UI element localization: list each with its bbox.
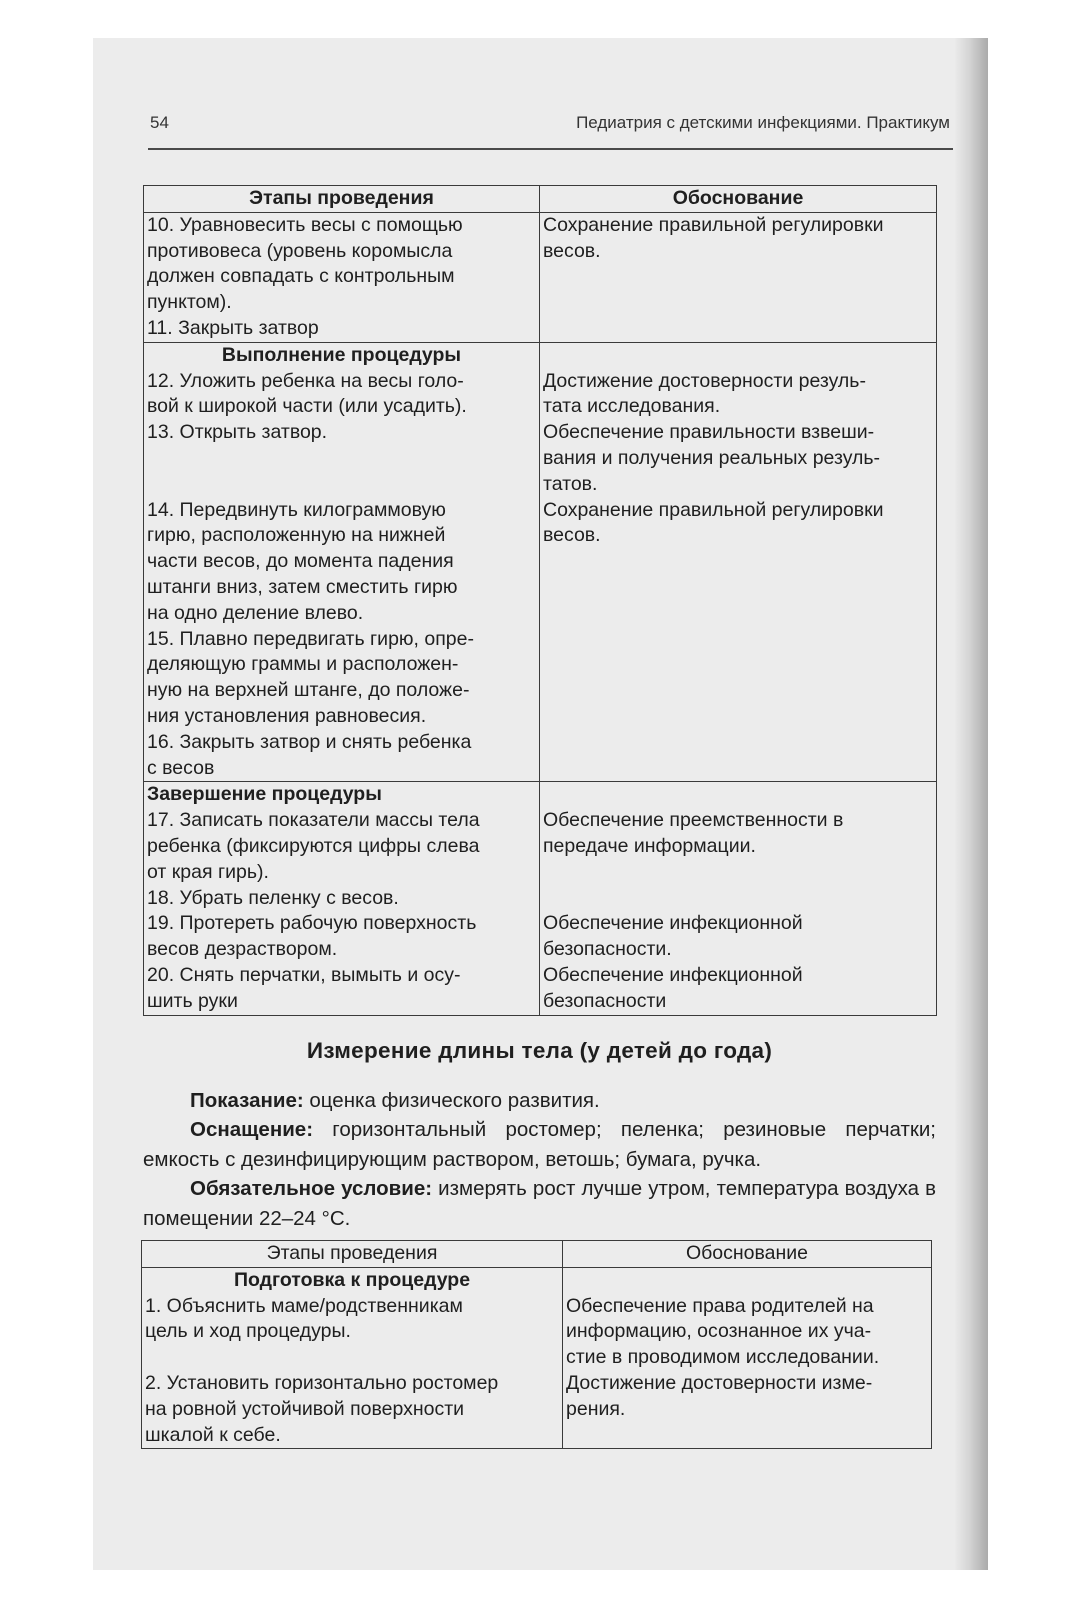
text-line: стие в проводимом исследовании.	[566, 1346, 880, 1369]
equipment-paragraph	[143, 1115, 936, 1174]
column-header-rationale: Обоснование	[563, 1241, 932, 1268]
text-line: информацию, осознанное их уча-	[566, 1320, 872, 1343]
text-line: 12. Уложить ребенка на весы голо-	[147, 369, 464, 392]
equipment-text: горизонтальный ростомер; пеленка; резиновые перчатки; емкость с дезинфицирующим раствором, ветошь; бумага, ручка.	[143, 1118, 936, 1171]
text-line: 13. Открыть затвор.	[147, 421, 328, 444]
text-line: 11. Закрыть затвор	[147, 316, 319, 339]
text-line: 2. Установить горизонтально ростомер	[145, 1371, 499, 1394]
text-line: с весов	[147, 756, 215, 779]
steps-cell	[144, 212, 540, 342]
table-row	[144, 342, 937, 782]
condition-paragraph	[143, 1174, 936, 1233]
section-title-preparation: Подготовка к процедуре	[233, 1268, 471, 1291]
page-edge-shadow	[954, 38, 988, 1570]
table-row	[142, 1267, 932, 1449]
page-number: 54	[150, 113, 169, 132]
text-line: цель и ход процедуры.	[145, 1320, 351, 1343]
steps-cell	[142, 1267, 563, 1449]
text-line: Достижение достоверности изме-	[566, 1371, 873, 1394]
text-line: шкалой к себе.	[145, 1423, 281, 1446]
text-line: 10. Уравновесить весы с помощью	[147, 213, 463, 236]
text-line: Обеспечение преемственности в	[543, 809, 844, 832]
section-heading: Измерение длины тела (у детей до года)	[306, 1038, 773, 1063]
text-line: весов.	[543, 239, 601, 262]
text-line: Сохранение правильной регулировки	[543, 498, 884, 521]
text-line: Обеспечение права родителей на	[566, 1294, 874, 1317]
text-line: татов.	[543, 472, 598, 495]
scanned-page	[93, 38, 988, 1570]
text-line: вой к широкой части (или усадить).	[147, 395, 467, 418]
spacer	[566, 1268, 928, 1294]
text-line: ную на верхней штанге, до положе-	[147, 679, 470, 702]
table-header-row	[144, 186, 937, 213]
text-line: противовеса (уровень коромысла	[147, 239, 453, 262]
text-line: Обеспечение инфекционной	[543, 963, 803, 986]
text-line: 19. Протереть рабочую поверхность	[147, 912, 477, 935]
text-line: 15. Плавно передвигать гирю, опре-	[147, 627, 474, 650]
column-header-rationale: Обоснование	[540, 186, 937, 213]
weighing-steps-table	[143, 185, 937, 1016]
text-line: 17. Записать показатели массы тела	[147, 809, 480, 832]
text-line: гирю, расположенную на нижней	[147, 524, 446, 547]
text-line: Обеспечение инфекционной	[543, 912, 803, 935]
spacer	[147, 472, 536, 498]
text-line: весов дезраствором.	[147, 938, 338, 961]
text-line: Сохранение правильной регулировки	[543, 213, 884, 236]
text-line: должен совпадать с контрольным	[147, 265, 455, 288]
text-line: на ровной устойчивой поверхности	[145, 1397, 465, 1420]
rationale-cell	[540, 342, 937, 782]
section-title-procedure: Выполнение процедуры	[221, 343, 462, 366]
column-header-steps: Этапы проведения	[144, 186, 540, 213]
text-line: рения.	[566, 1397, 626, 1420]
text-line: от края гирь).	[147, 860, 269, 883]
length-steps-table	[141, 1240, 932, 1449]
text-line: ния установления равновесия.	[147, 704, 427, 727]
column-header-steps: Этапы проведения	[142, 1241, 563, 1268]
text-line: пунктом).	[147, 291, 232, 314]
text-line: штанги вниз, затем сместить гирю	[147, 575, 458, 598]
text-line: передаче информации.	[543, 834, 756, 857]
text-line: 18. Убрать пеленку с весов.	[147, 886, 399, 909]
text-line: 14. Передвинуть килограммовую	[147, 498, 446, 521]
running-title: Педиатрия с детскими инфекциями. Практикум	[576, 113, 950, 132]
condition-text: измерять рост лучше утром, температура воздуха в помещении 22–24 °С.	[143, 1177, 936, 1230]
text-line: 1. Объяснить маме/родственникам	[145, 1294, 463, 1317]
table-row	[144, 782, 937, 1015]
text-line: безопасности.	[543, 938, 672, 961]
rationale-cell	[540, 782, 937, 1015]
indication-text: оценка физического развития.	[303, 1089, 600, 1112]
section-title-completion: Завершение процедуры	[147, 783, 382, 806]
rationale-cell	[540, 212, 937, 342]
header-rule	[148, 148, 953, 150]
text-line: части весов, до момента падения	[147, 550, 454, 573]
steps-cell	[144, 342, 540, 782]
text-line: деляющую граммы и расположен-	[147, 653, 459, 676]
text-line: Обеспечение правильности взвеши-	[543, 421, 875, 444]
table-header-row	[142, 1241, 932, 1268]
spacer	[145, 1345, 559, 1371]
spacer	[147, 446, 536, 472]
spacer	[543, 860, 933, 886]
spacer	[543, 886, 933, 912]
indication-label: Показание:	[190, 1089, 304, 1112]
text-line: вания и получения реальных резуль-	[543, 446, 881, 469]
text-line: шить руки	[147, 989, 238, 1012]
indication-paragraph	[143, 1086, 936, 1116]
text-line: 20. Снять перчатки, вымыть и осу-	[147, 963, 461, 986]
condition-label: Обязательное условие:	[190, 1177, 433, 1200]
spacer	[543, 343, 933, 369]
text-line: безопасности	[543, 989, 667, 1012]
text-line: ребенка (фиксируются цифры слева	[147, 834, 480, 857]
table-row	[144, 212, 937, 342]
text-line: весов.	[543, 524, 601, 547]
text-line: тата исследования.	[543, 395, 721, 418]
spacer	[543, 782, 933, 808]
steps-cell	[144, 782, 540, 1015]
text-line: на одно деление влево.	[147, 601, 364, 624]
text-line: 16. Закрыть затвор и снять ребенка	[147, 730, 472, 753]
equipment-label: Оснащение:	[190, 1118, 314, 1141]
text-line: Достижение достоверности резуль-	[543, 369, 866, 392]
rationale-cell	[563, 1267, 932, 1449]
